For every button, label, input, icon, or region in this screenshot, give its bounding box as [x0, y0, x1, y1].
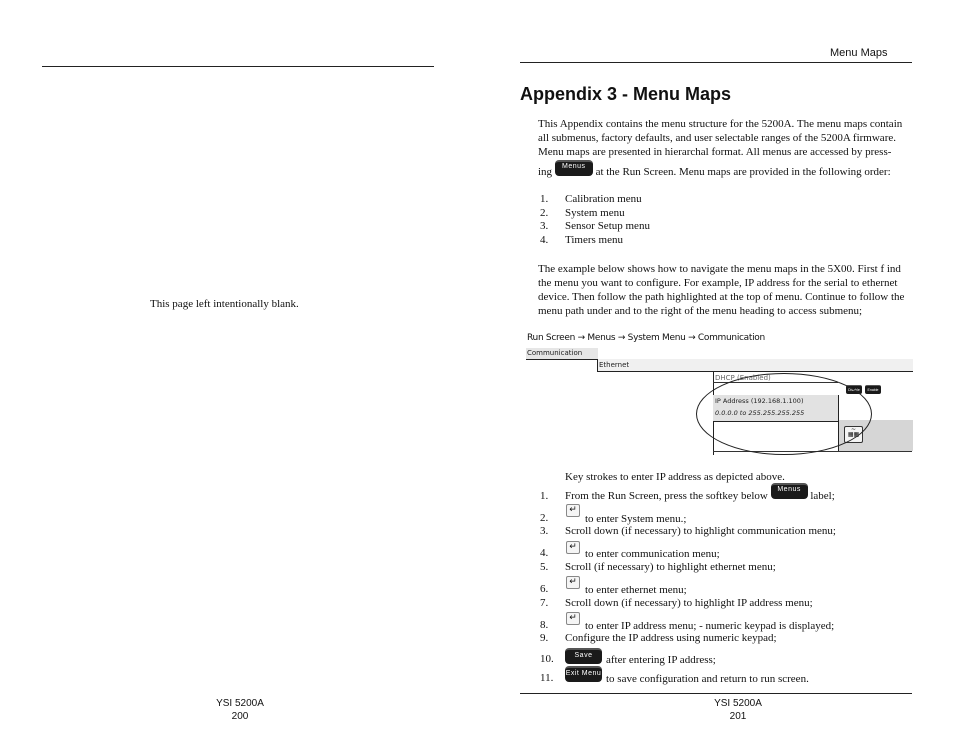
- step-text: to enter ethernet menu;: [585, 584, 687, 596]
- highlight-ellipse: [696, 373, 872, 455]
- intro-line: This Appendix contains the menu structure for the 5200A. The menu maps contain: [538, 118, 903, 130]
- enter-key-icon: ↵: [566, 541, 580, 554]
- intro-line: all submenus, factory defaults, and user selectable ranges of the 5200A firmware.: [538, 132, 896, 144]
- menu-order-num: 4.: [540, 234, 549, 246]
- left-footer-page-number: 200: [231, 711, 249, 722]
- right-footer-page-number: 201: [729, 711, 747, 722]
- menu-order-num: 1.: [540, 193, 549, 205]
- step-text: to save configuration and return to run screen.: [606, 673, 809, 685]
- step-text: to enter IP address menu; - numeric keypad is displayed;: [585, 620, 835, 632]
- step-text: to enter System menu.;: [585, 513, 687, 525]
- page-title: Appendix 3 - Menu Maps: [520, 84, 732, 104]
- left-header-rule: [42, 66, 434, 67]
- step-1-post: label;: [810, 490, 835, 502]
- example-line: device. Then follow the path highlighted at the top of menu. Continue to follow the: [538, 291, 905, 303]
- menus-softkey-icon: Menus: [771, 483, 808, 499]
- step-num: 10.: [540, 653, 554, 665]
- menu-order-item: Sensor Setup menu: [565, 220, 650, 232]
- diagram-level2-label: Ethernet: [599, 361, 630, 369]
- left-footer-model: YSI 5200A: [216, 698, 264, 709]
- step-text: after entering IP address;: [606, 654, 716, 666]
- menu-order-item: Calibration menu: [565, 193, 642, 205]
- diagram-dhcp-label: DHCP (Enabled): [715, 374, 771, 382]
- keystrokes-intro: Key strokes to enter IP address as depicted above.: [565, 471, 785, 483]
- step-text: Scroll (if necessary) to highlight ethernet menu;: [565, 561, 776, 573]
- diagram-enable-button: Enable: [865, 385, 881, 394]
- intro-ing: ing: [538, 166, 553, 178]
- diagram-disable-button: Disable: [846, 385, 862, 394]
- left-footer: [200, 697, 280, 723]
- step-text: [565, 486, 835, 502]
- right-footer-model: YSI 5200A: [714, 698, 762, 709]
- menu-order-item: Timers menu: [565, 234, 623, 246]
- step-text: to enter communication menu;: [585, 548, 720, 560]
- blank-page-note: This page left intentionally blank.: [150, 298, 299, 310]
- example-line: menu path under and to the right of the menu heading to access submenu;: [538, 305, 863, 317]
- menu-order-item: System menu: [565, 207, 625, 219]
- step-num: 7.: [540, 597, 549, 609]
- step-num: 2.: [540, 512, 549, 524]
- diagram-level1-label: Communication: [527, 349, 583, 357]
- step-text: Configure the IP address using numeric keypad;: [565, 632, 777, 644]
- step-num: 1.: [540, 490, 549, 502]
- enter-key-icon: ↵: [566, 504, 580, 517]
- example-line: the menu you want to configure. For example, IP address for the serial to ethernet: [538, 277, 898, 289]
- step-num: 9.: [540, 632, 549, 644]
- step-text: Scroll down (if necessary) to highlight IP address menu;: [565, 597, 813, 609]
- intro-line: Menu maps are presented in hierarchal format. All menus are accessed by press-: [538, 146, 892, 158]
- menu-order-num: 3.: [540, 220, 549, 232]
- step-num: 11.: [540, 672, 554, 684]
- exit-menu-softkey-icon: Exit Menu: [565, 666, 602, 682]
- step-1-pre: From the Run Screen, press the softkey below: [565, 490, 768, 502]
- menus-softkey-icon: Menus: [555, 160, 593, 176]
- example-paragraph: [538, 262, 913, 318]
- step-text: Scroll down (if necessary) to highlight communication menu;: [565, 525, 836, 537]
- enter-key-icon: ↵: [566, 612, 580, 625]
- right-footer-rule: [520, 693, 912, 694]
- right-footer: [698, 697, 778, 723]
- menu-map-diagram: [524, 333, 914, 458]
- save-softkey-icon: Save: [565, 648, 602, 664]
- diagram-ip-label: IP Address (192.168.1.100): [715, 397, 804, 405]
- diagram-path: Run Screen → Menus → System Menu → Communication: [527, 333, 765, 343]
- example-line: The example below shows how to navigate the menu maps in the 5X00. First f ind: [538, 263, 901, 275]
- keypad-icon: ~ ▦▦: [844, 426, 863, 443]
- diagram-ip-range: 0.0.0.0 to 255.255.255.255: [715, 409, 805, 417]
- step-num: 5.: [540, 561, 549, 573]
- intro-after-key: at the Run Screen. Menu maps are provided in the following order:: [595, 166, 891, 178]
- intro-line: [538, 165, 913, 179]
- intro-paragraph: [538, 117, 913, 179]
- step-num: 3.: [540, 525, 549, 537]
- step-num: 8.: [540, 619, 549, 631]
- menu-order-num: 2.: [540, 207, 549, 219]
- step-num: 6.: [540, 583, 549, 595]
- right-header-rule: [520, 62, 912, 63]
- step-num: 4.: [540, 547, 549, 559]
- running-header: Menu Maps: [830, 47, 888, 59]
- enter-key-icon: ↵: [566, 576, 580, 589]
